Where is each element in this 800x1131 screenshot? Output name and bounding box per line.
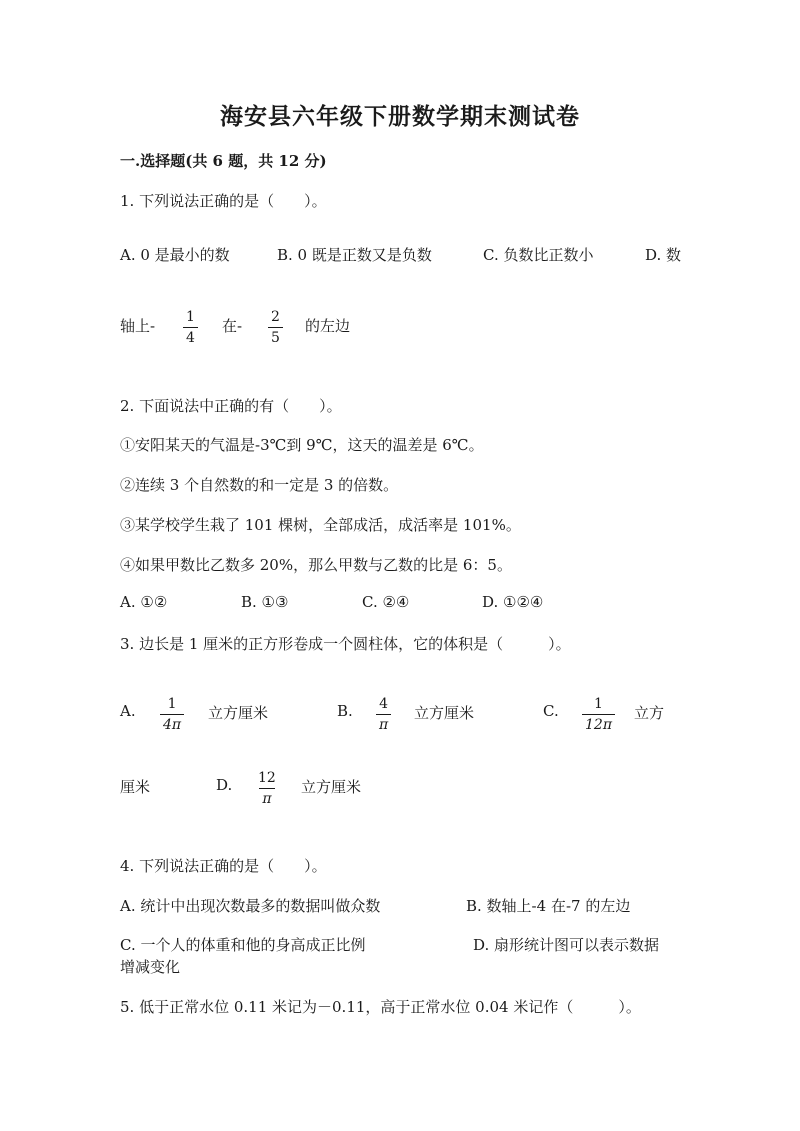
fraction-denominator-text: π [379, 717, 389, 733]
q2-statement-2: ②连续 3 个自然数的和一定是 3 的倍数。 [120, 476, 399, 494]
q4-option-c: C. 一个人的体重和他的身高成正比例 [120, 936, 366, 954]
q2-statement-3: ③某学校学生栽了 101 棵树，全部成活，成活率是 101%。 [120, 516, 521, 534]
q2-option-c: C. ②④ [362, 593, 410, 611]
fraction-denominator [160, 714, 184, 732]
fraction-numerator: 1 [167, 696, 177, 712]
fraction-denominator [259, 788, 274, 806]
q4-option-d-b: 增减变化 [120, 958, 181, 976]
question-5-stem: 5. 低于正常水位 0.11 米记为－0.11，高于正常水位 0.04 米记作（ ）。 [120, 998, 641, 1016]
fraction-denominator [582, 714, 615, 732]
page-title: 海安县六年级下册数学期末测试卷 [220, 103, 580, 130]
q3-option-c-fraction [582, 697, 615, 732]
q1-option-d-text-c: 的左边 [305, 317, 351, 335]
q3-option-b-fraction [376, 697, 391, 732]
q1-option-d-text-b: 在- [222, 317, 243, 335]
fraction-denominator: 4 [183, 327, 198, 345]
fraction-denominator: 5 [268, 327, 283, 345]
fraction-numerator: 1 [594, 696, 603, 712]
q1-option-c: C. 负数比正数小 [483, 246, 594, 264]
q2-statement-1: ①安阳某天的气温是-3℃到 9℃，这天的温差是 6℃。 [120, 436, 484, 454]
q4-option-b: B. 数轴上-4 在-7 的左边 [466, 897, 631, 915]
q3-option-c-unit-b: 厘米 [120, 778, 151, 796]
fraction-denominator-text: 12π [585, 717, 613, 733]
fraction-denominator-text: 4π [163, 717, 182, 733]
question-2-stem: 2. 下面说法中正确的有（ ）。 [120, 397, 342, 415]
fraction-denominator-text: π [262, 791, 272, 807]
q1-option-b: B. 0 既是正数又是负数 [277, 246, 432, 264]
fraction-numerator: 1 [186, 309, 195, 325]
fraction-numerator: 12 [258, 770, 276, 786]
q1-option-d-text-a: 轴上- [120, 317, 156, 335]
question-4-stem: 4. 下列说法正确的是（ ）。 [120, 857, 327, 875]
q4-option-a: A. 统计中出现次数最多的数据叫做众数 [120, 897, 381, 915]
fraction-numerator: 4 [379, 696, 389, 712]
q1-option-a: A. 0 是最小的数 [120, 246, 230, 264]
q3-option-a-unit: 立方厘米 [208, 704, 269, 722]
q2-option-d: D. ①②④ [482, 593, 544, 611]
q3-option-b-unit: 立方厘米 [414, 704, 475, 722]
q3-option-c-label: C. [543, 702, 559, 720]
q3-option-a-fraction [160, 697, 184, 732]
q3-option-c-unit-a: 立方 [634, 704, 665, 722]
q1-fraction-2 [268, 310, 283, 345]
q3-option-d-label: D. [216, 776, 233, 794]
q1-option-d-start: D. 数 [645, 246, 682, 264]
section-heading: 一.选择题(共 6 题，共 12 分) [120, 152, 327, 170]
q4-option-d-a: D. 扇形统计图可以表示数据 [473, 936, 660, 954]
q3-option-d-unit: 立方厘米 [301, 778, 362, 796]
question-3-stem: 3. 边长是 1 厘米的正方形卷成一个圆柱体，它的体积是（ ）。 [120, 635, 571, 653]
fraction-numerator: 2 [271, 309, 280, 325]
fraction-denominator [376, 714, 391, 732]
q2-option-a: A. ①② [120, 593, 168, 611]
q3-option-a-label: A. [120, 702, 136, 720]
q2-option-b: B. ①③ [241, 593, 289, 611]
question-1-stem: 1. 下列说法正确的是（ ）。 [120, 192, 327, 210]
q2-statement-4: ④如果甲数比乙数多 20%，那么甲数与乙数的比是 6：5。 [120, 556, 512, 574]
q1-fraction-1 [183, 310, 198, 345]
q3-option-d-fraction [255, 771, 279, 806]
q3-option-b-label: B. [337, 702, 353, 720]
